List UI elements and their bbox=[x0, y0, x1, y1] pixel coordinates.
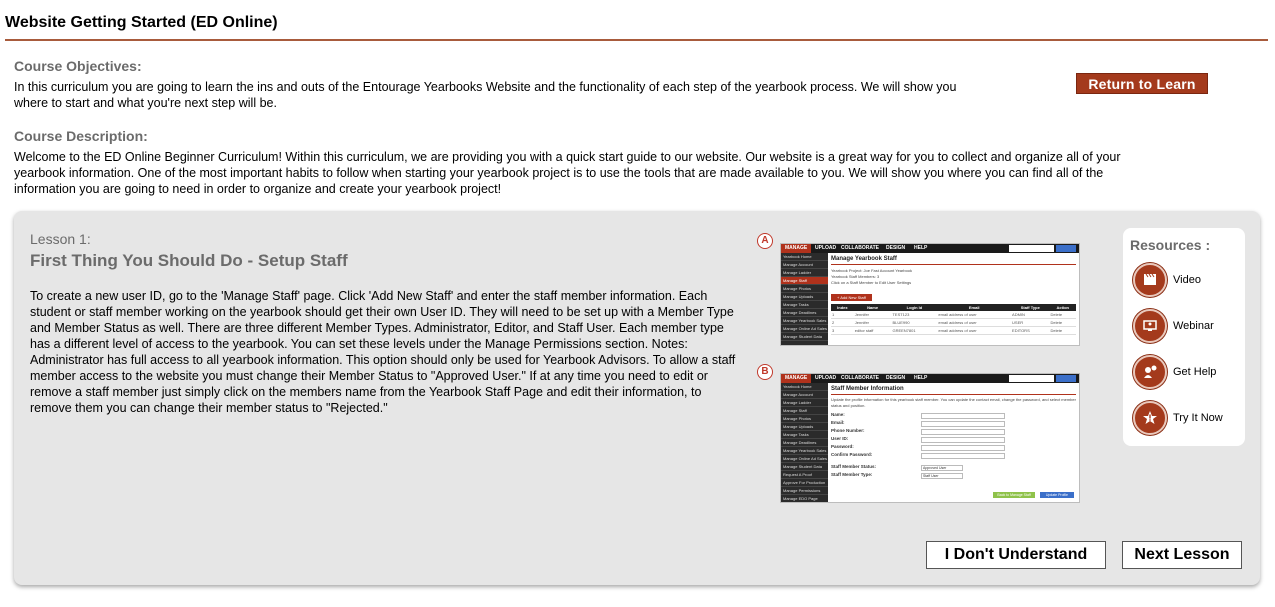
form-select: Approved User bbox=[921, 465, 963, 471]
screenshot-info: Yearbook Project: Joe Fast Account Yearbook bbox=[831, 268, 913, 273]
sidebar-item: Manage Deadlines bbox=[781, 309, 828, 317]
sidebar-item: Manage Tasks bbox=[781, 301, 828, 309]
table-cell: 3 bbox=[831, 327, 854, 335]
table-cell: email address of user bbox=[937, 311, 1011, 319]
sidebar-item: Yearbook Home bbox=[781, 383, 828, 391]
screenshot-nav-bar bbox=[781, 244, 1079, 253]
screenshot-search-button bbox=[1056, 245, 1076, 252]
form-row bbox=[831, 464, 1076, 472]
form-input bbox=[921, 429, 1005, 435]
form-select: Staff User bbox=[921, 473, 963, 479]
marker-a: A bbox=[757, 233, 773, 249]
resource-label: Video bbox=[1173, 274, 1201, 286]
table-header: Action bbox=[1050, 304, 1076, 311]
nav-tab: MANAGE bbox=[781, 244, 811, 253]
form-input bbox=[921, 437, 1005, 443]
sidebar-item: Manage Student Data bbox=[781, 463, 828, 471]
sidebar-item: Manage Ladder bbox=[781, 399, 828, 407]
screenshot-title: Manage Yearbook Staff bbox=[831, 256, 1076, 265]
form-label: Staff Member Type: bbox=[831, 472, 873, 477]
description-line-2: yearbook information. One of the most important habits to follow when starting your yearbook project is to use the tools that are made available to you. We will show you where you can find all of the bbox=[14, 166, 1104, 180]
screenshot-update-button: Update Profile bbox=[1040, 492, 1074, 498]
lesson-body: To create a new user ID, go to the 'Manage Staff' page. Click 'Add New Staff' and enter the staff member information. Each student or staff member working on the yearbook should get their own User ID. They will need to be set up with a Member Type and Member Status as well. There are three different Member Types. Administrator, Editor, and Staff User. Each member type has a different level of access to the yearbook. You can set these levels under the Manage Permissions section. Notes: Administrator has full access to all yearbook information. This option should only be used for Yearbook Advisors. To allow a staff member access to the website you must change their Member Status to "Approved User." If at any time you need to edit or remove a staff member just simply click on the members name from the Yearbook Staff Page and edit their information, to remove them you can change their member status to "Rejected." bbox=[30, 289, 736, 415]
resources-box bbox=[1123, 228, 1245, 446]
table-cell: Jennifer bbox=[854, 319, 892, 327]
screenshot-title: Staff Member Information bbox=[831, 386, 1076, 395]
screenshot-intro: Update the profile information for this yearbook staff member. You can update the contact email, change the password, and select member status and position. bbox=[831, 397, 1076, 408]
sidebar-item: Request A Proof bbox=[781, 471, 828, 479]
form-input bbox=[921, 445, 1005, 451]
help-glyph bbox=[1143, 365, 1157, 379]
nav-tab: HELP bbox=[914, 375, 928, 381]
sidebar-item: Manage Account bbox=[781, 391, 828, 399]
try-icon bbox=[1133, 401, 1167, 435]
objectives-line-2: where to start and what you're next step will be. bbox=[14, 96, 277, 110]
sidebar-item: Manage Deadlines bbox=[781, 439, 828, 447]
screenshot-form-actions bbox=[993, 492, 1074, 498]
form-row bbox=[831, 452, 1076, 460]
form-label: User ID: bbox=[831, 436, 849, 441]
table-header: Email bbox=[937, 304, 1011, 311]
screenshot-manage-staff bbox=[780, 243, 1080, 346]
form-row bbox=[831, 436, 1076, 444]
form-label: Password: bbox=[831, 444, 854, 449]
screenshot-content bbox=[831, 386, 1076, 502]
screenshot-search-box bbox=[1009, 375, 1054, 382]
sidebar-item: Manage Tasks bbox=[781, 431, 828, 439]
nav-tab: HELP bbox=[914, 245, 928, 251]
table-cell: Delete bbox=[1050, 311, 1076, 319]
sidebar-item: Manage EDO Page bbox=[781, 495, 828, 503]
sidebar-item: Manage Account bbox=[781, 261, 828, 269]
table-cell: USER bbox=[1011, 319, 1049, 327]
screenshot-info: Click on a Staff Member to Edit User Settings bbox=[831, 280, 912, 285]
form-row bbox=[831, 412, 1076, 420]
resource-label: Try It Now bbox=[1173, 412, 1223, 424]
sidebar-item: Manage Yearbook Sales bbox=[783, 318, 827, 323]
objectives-heading: Course Objectives: bbox=[14, 58, 142, 74]
try-glyph bbox=[1143, 411, 1157, 425]
description-heading: Course Description: bbox=[14, 128, 148, 144]
sidebar-item: Manage Student Data bbox=[781, 333, 828, 341]
table-cell: Delete bbox=[1050, 327, 1076, 335]
objectives-line-1: In this curriculum you are going to learn the ins and outs of the Entourage Yearbooks Website and the functionality of each step of the yearbook process. We will show you bbox=[14, 80, 957, 94]
table-row bbox=[831, 319, 1076, 327]
resource-video[interactable] bbox=[1133, 263, 1241, 297]
sidebar-item: Manage Staff bbox=[781, 277, 828, 285]
lesson-number: Lesson 1: bbox=[30, 231, 91, 247]
table-header: Staff Type bbox=[1011, 304, 1049, 311]
sidebar-item: Manage Permissions bbox=[781, 487, 828, 495]
table-cell: ADMIN bbox=[1011, 311, 1049, 319]
form-input bbox=[921, 453, 1005, 459]
table-row bbox=[831, 327, 1076, 335]
sidebar-item: Manage Uploads bbox=[781, 423, 828, 431]
resource-label: Webinar bbox=[1173, 320, 1214, 332]
sidebar-item: Manage Online Ad Sales bbox=[783, 326, 828, 331]
help-icon bbox=[1133, 355, 1167, 389]
return-to-learn-button[interactable]: Return to Learn bbox=[1076, 73, 1208, 94]
table-cell: 1 bbox=[831, 311, 854, 319]
nav-tab: COLLABORATE bbox=[841, 375, 879, 381]
form-row bbox=[831, 444, 1076, 452]
screenshot-search-button bbox=[1056, 375, 1076, 382]
resource-get-help[interactable] bbox=[1133, 355, 1241, 389]
nav-tab: DESIGN bbox=[886, 375, 906, 381]
sidebar-item: Manage Staff bbox=[781, 407, 828, 415]
sidebar-item: Manage Ladder bbox=[781, 269, 828, 277]
table-cell: BLUE990 bbox=[891, 319, 937, 327]
nav-tab: UPLOAD bbox=[815, 375, 837, 381]
sidebar-item: Manage Online Ad Sales bbox=[783, 456, 828, 461]
marker-b: B bbox=[757, 364, 773, 380]
webinar-glyph bbox=[1143, 319, 1157, 333]
table-cell: TEST123 bbox=[891, 311, 937, 319]
screenshot-sidebar bbox=[781, 383, 828, 502]
form-input bbox=[921, 413, 1005, 419]
webinar-icon bbox=[1133, 309, 1167, 343]
screenshot-staff-member-info bbox=[780, 373, 1080, 503]
screenshot-add-staff-button: + Add New Staff bbox=[831, 294, 872, 301]
resource-webinar[interactable] bbox=[1133, 309, 1241, 343]
form-input bbox=[921, 421, 1005, 427]
table-header: Index bbox=[831, 304, 854, 311]
table-cell: Jennifer bbox=[854, 311, 892, 319]
form-label: Staff Member Status: bbox=[831, 464, 877, 469]
resources-title: Resources : bbox=[1130, 237, 1211, 253]
screenshot-staff-table bbox=[831, 304, 1076, 335]
table-header: Name bbox=[854, 304, 892, 311]
form-row bbox=[831, 472, 1076, 480]
table-cell: editor staff bbox=[854, 327, 892, 335]
resource-label: Get Help bbox=[1173, 366, 1217, 378]
sidebar-item: Manage Photos bbox=[781, 415, 828, 423]
lesson-title: First Thing You Should Do - Setup Staff bbox=[30, 251, 348, 270]
table-cell: GREEN7801 bbox=[891, 327, 937, 335]
screenshot-search-box bbox=[1009, 245, 1054, 252]
sidebar-item: Yearbook Home bbox=[781, 253, 828, 261]
dont-understand-button[interactable]: I Don't Understand bbox=[926, 541, 1106, 569]
description-line-1: Welcome to the ED Online Beginner Curriculum! Within this curriculum, we are providing you with a quick start guide to our website. Our website is a great way for you to collect and organize all of your bbox=[14, 150, 1121, 164]
nav-tab: UPLOAD bbox=[815, 245, 837, 251]
table-cell: Delete bbox=[1050, 319, 1076, 327]
form-label: Phone Number: bbox=[831, 428, 865, 433]
nav-tab: MANAGE bbox=[781, 374, 811, 383]
page-title: Website Getting Started (ED Online) bbox=[5, 14, 278, 31]
form-row bbox=[831, 428, 1076, 436]
sidebar-item: Manage Photos bbox=[781, 285, 828, 293]
nav-tab: DESIGN bbox=[886, 245, 906, 251]
screenshot-content bbox=[831, 256, 1076, 345]
table-cell: 2 bbox=[831, 319, 854, 327]
form-row bbox=[831, 420, 1076, 428]
video-icon bbox=[1133, 263, 1167, 297]
form-label: Name: bbox=[831, 412, 845, 417]
screenshot-nav-bar bbox=[781, 374, 1079, 383]
table-row bbox=[831, 311, 1076, 319]
table-cell: email address of user bbox=[937, 319, 1011, 327]
video-glyph bbox=[1143, 273, 1157, 287]
form-label: Confirm Password: bbox=[831, 452, 873, 457]
screenshot-info: Yearbook Staff Members: 3 bbox=[831, 274, 880, 279]
screenshot-back-button: Back to Manage Staff bbox=[993, 492, 1034, 498]
sidebar-item: Manage Uploads bbox=[781, 293, 828, 301]
nav-tab: COLLABORATE bbox=[841, 245, 879, 251]
resource-try-it-now[interactable] bbox=[1133, 401, 1241, 435]
table-cell: email address of user bbox=[937, 327, 1011, 335]
screenshot-sidebar bbox=[781, 253, 828, 345]
sidebar-item: Manage Yearbook Sales bbox=[783, 448, 827, 453]
form-label: Email: bbox=[831, 420, 845, 425]
page-header bbox=[5, 12, 1268, 41]
next-lesson-button[interactable]: Next Lesson bbox=[1122, 541, 1242, 569]
description-line-3: information you are going to need in order to organize and create your yearbook project! bbox=[14, 182, 502, 196]
sidebar-item: Approve For Production bbox=[781, 479, 828, 487]
table-cell: EDITORS bbox=[1011, 327, 1049, 335]
table-header: Login Id bbox=[891, 304, 937, 311]
